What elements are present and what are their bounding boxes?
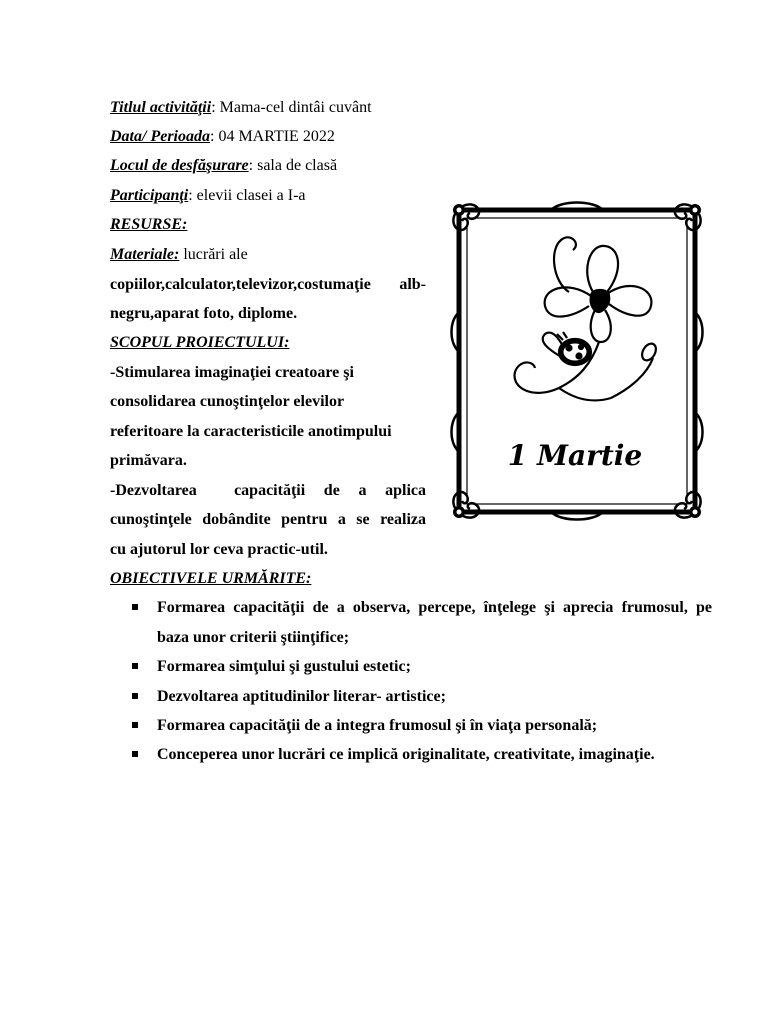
objective-text-1: Formarea capacităţii de a observa, percepe, înţelege şi aprecia frumosul, pe: [157, 599, 712, 616]
card-frame: [441, 192, 713, 532]
objectives-heading: OBIECTIVELE URMĂRITE:: [110, 570, 312, 587]
date-label: Data/ Perioada: [110, 128, 210, 145]
martisor-card: [441, 192, 713, 532]
place-value: : sala de clasă: [248, 157, 338, 174]
date-line: [110, 127, 335, 147]
title-label: Titlul activităţii: [110, 99, 212, 116]
participants-line: [110, 186, 306, 206]
bullet-square-icon: [132, 751, 138, 757]
bullet-square-icon: [132, 604, 138, 610]
materials-line-2: copiilor,calculator,televizor,costumaţie alb-: [110, 276, 426, 293]
scope-line-3: referitoare la caracteristicile anotimpului: [110, 423, 392, 440]
materials-line-1: lucrări ale: [179, 246, 248, 263]
scope-line-6: cunoştinţele dobândite pentru a se realiza: [110, 511, 426, 528]
participants-label: Participanţi: [110, 187, 189, 204]
title-line: [110, 98, 372, 118]
scope-heading: [110, 333, 289, 353]
bullet-square-icon: [132, 663, 138, 669]
objective-text-1b: baza unor criterii ştiinţifice;: [157, 629, 350, 646]
place-label: Locul de desfăşurare: [110, 157, 249, 174]
objective-text-2: Formarea simţului şi gustului estetic;: [157, 658, 411, 675]
scope-line-1: -Stimularea imaginaţiei creatoare şi: [110, 364, 354, 381]
materials-line-3: negru,aparat foto, diplome.: [110, 305, 298, 322]
card-caption: 1 Martie: [507, 439, 643, 472]
scope-heading-text: SCOPUL PROIECTULUI:: [110, 334, 290, 351]
place-line: [110, 156, 337, 176]
bullet-square-icon: [132, 693, 138, 699]
objective-text-3: Dezvoltarea aptitudinilor literar- artistice;: [157, 688, 446, 705]
title-value: : Mama-cel dintâi cuvânt: [211, 99, 372, 116]
resources-heading: RESURSE:: [110, 216, 188, 233]
scope-line-7: cu ajutorul lor ceva practic-util.: [110, 541, 328, 558]
bullet-square-icon: [132, 722, 138, 728]
date-value: : 04 MARTIE 2022: [210, 128, 335, 145]
objective-text-5: Conceperea unor lucrări ce implică originalitate, creativitate, imaginaţie.: [157, 746, 655, 763]
materials-line: [110, 245, 248, 265]
scope-line-4: primăvara.: [110, 452, 187, 469]
scope-line-2: consolidarea cunoştinţelor elevilor: [110, 393, 345, 410]
scope-line-5: -Dezvoltarea capacităţii de a aplica: [110, 482, 426, 499]
participants-value: : elevii clasei a I-a: [188, 187, 306, 204]
materials-label: Materiale:: [110, 246, 180, 263]
objective-text-4: Formarea capacităţii de a integra frumosul şi în viaţa personală;: [157, 717, 598, 734]
